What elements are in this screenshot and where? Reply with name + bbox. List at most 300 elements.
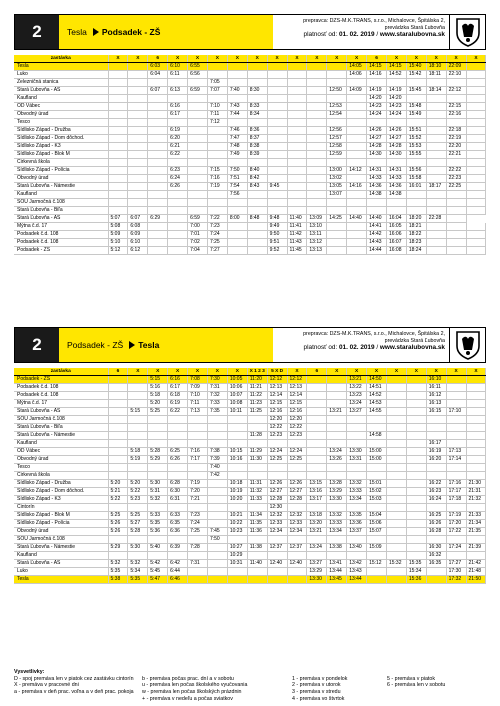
departure-time <box>267 143 287 151</box>
departure-time: 6:31 <box>168 496 188 504</box>
departure-time: 7:33 <box>207 400 227 408</box>
departure-time: 12:12 <box>267 376 287 384</box>
departure-time: 7:31 <box>207 384 227 392</box>
trip-column-header: X <box>108 55 128 63</box>
departure-time <box>128 111 148 119</box>
departure-time: 15:09 <box>367 544 387 552</box>
departure-time: 8:00 <box>227 215 247 223</box>
table-row <box>14 520 486 528</box>
timetable-podsadek-to-tesla <box>14 327 486 584</box>
departure-time <box>287 103 307 111</box>
departure-time <box>128 87 148 95</box>
departure-time <box>188 143 208 151</box>
departure-time: 15:42 <box>406 71 426 79</box>
stop-name: Obvodný úrad <box>14 111 108 119</box>
departure-time <box>188 151 208 159</box>
departure-time: 15:49 <box>406 111 426 119</box>
departure-time <box>247 440 267 448</box>
departure-time <box>128 440 148 448</box>
departure-time <box>307 464 327 472</box>
departure-time <box>446 552 466 560</box>
departure-time: 14:50 <box>367 376 387 384</box>
departure-time <box>426 175 446 183</box>
departure-time: 10:27 <box>227 544 247 552</box>
departure-time: 12:13 <box>267 384 287 392</box>
trip-column-header: X <box>188 368 208 376</box>
departure-time: 7:05 <box>207 79 227 87</box>
departure-time <box>128 103 148 111</box>
departure-time: 17:30 <box>446 568 466 576</box>
departure-time <box>247 63 267 71</box>
trip-column-header: X <box>446 368 466 376</box>
departure-time <box>347 151 367 159</box>
departure-time <box>207 143 227 151</box>
departure-time <box>188 127 208 135</box>
departure-time <box>466 79 486 87</box>
stop-name: Sídlisko Západ - K3 <box>14 496 108 504</box>
departure-time <box>347 223 367 231</box>
departure-time: 7:20 <box>188 488 208 496</box>
table-row <box>14 408 486 416</box>
departure-time: 11:20 <box>247 376 267 384</box>
departure-time <box>148 536 168 544</box>
legend-item: u - premáva len počas školského vyučovania <box>142 682 248 689</box>
departure-time <box>307 143 327 151</box>
departure-time <box>307 151 327 159</box>
departure-time: 22:10 <box>446 71 466 79</box>
departure-time: 15:00 <box>367 448 387 456</box>
departure-time: 5:18 <box>128 448 148 456</box>
departure-time <box>267 464 287 472</box>
departure-time <box>108 71 128 79</box>
departure-time <box>466 392 486 400</box>
departure-time: 8:38 <box>247 143 267 151</box>
departure-time <box>128 151 148 159</box>
departure-time: 13:37 <box>347 528 367 536</box>
departure-time: 8:43 <box>247 183 267 191</box>
route-from: Tesla <box>67 27 87 37</box>
departure-time: 10:08 <box>227 400 247 408</box>
departure-time: 10:05 <box>227 376 247 384</box>
departure-time: 14:30 <box>386 151 406 159</box>
departure-time <box>267 472 287 480</box>
departure-time <box>108 199 128 207</box>
departure-time <box>466 424 486 432</box>
departure-time <box>347 416 367 424</box>
departure-time: 14:40 <box>367 215 387 223</box>
departure-time: 15:55 <box>406 151 426 159</box>
departure-time <box>466 143 486 151</box>
departure-time <box>168 191 188 199</box>
departure-time: 10:19 <box>227 488 247 496</box>
departure-time <box>446 472 466 480</box>
legend-item: 5 - premáva v piatok <box>387 675 435 682</box>
departure-time <box>446 191 466 199</box>
departure-time <box>108 79 128 87</box>
departure-time: 12:40 <box>287 560 307 568</box>
departure-time: 10:06 <box>227 384 247 392</box>
departure-time <box>227 119 247 127</box>
departure-time <box>406 416 426 424</box>
departure-time <box>148 424 168 432</box>
departure-time <box>168 215 188 223</box>
departure-time <box>128 207 148 215</box>
departure-time <box>406 472 426 480</box>
departure-time: 15:58 <box>406 175 426 183</box>
departure-time: 17:17 <box>446 488 466 496</box>
departure-time: 18:20 <box>406 215 426 223</box>
departure-time <box>188 504 208 512</box>
departure-time: 14:28 <box>367 143 387 151</box>
departure-time <box>148 79 168 87</box>
route-title <box>59 15 273 49</box>
departure-time <box>188 119 208 127</box>
departure-time <box>188 576 208 584</box>
trip-column-header: X <box>188 55 208 63</box>
departure-time <box>168 231 188 239</box>
departure-time <box>307 416 327 424</box>
departure-time <box>367 552 387 560</box>
timetable-header <box>14 14 486 50</box>
departure-time: 13:16 <box>307 488 327 496</box>
table-row <box>14 143 486 151</box>
legend-item: D - spoj premáva len v piatok cez zastávku cintorín <box>14 675 134 682</box>
stop-name: Sídlisko Západ - Dom dôchod. <box>14 488 108 496</box>
departure-time <box>307 504 327 512</box>
departure-time: 9:52 <box>267 247 287 255</box>
departure-time: 6:24 <box>168 175 188 183</box>
departure-time <box>227 472 247 480</box>
departure-time: 18:23 <box>406 239 426 247</box>
departure-time <box>406 159 426 167</box>
departure-time <box>386 199 406 207</box>
departure-time <box>108 448 128 456</box>
departure-time <box>287 127 307 135</box>
departure-time <box>267 568 287 576</box>
departure-time: 12:25 <box>267 456 287 464</box>
departure-time <box>207 191 227 199</box>
departure-time <box>406 552 426 560</box>
departure-time <box>307 448 327 456</box>
stop-name: Stará Ľubovňa - Námestie <box>14 544 108 552</box>
departure-time <box>466 239 486 247</box>
departure-time: 16:12 <box>426 392 446 400</box>
stop-name: Mýtna č.d. 17 <box>14 400 108 408</box>
route-title <box>59 328 273 362</box>
departure-time <box>466 223 486 231</box>
departure-time: 12:27 <box>267 488 287 496</box>
departure-time <box>287 207 307 215</box>
departure-time: 6:35 <box>168 520 188 528</box>
departure-time: 6:17 <box>168 384 188 392</box>
departure-time <box>168 159 188 167</box>
departure-time <box>128 159 148 167</box>
departure-time <box>426 576 446 584</box>
departure-time: 7:45 <box>207 528 227 536</box>
departure-time <box>386 504 406 512</box>
departure-time <box>108 456 128 464</box>
departure-time <box>168 247 188 255</box>
departure-time: 5:40 <box>148 544 168 552</box>
departure-time: 6:42 <box>168 560 188 568</box>
departure-time <box>466 87 486 95</box>
trip-column-header: X <box>347 368 367 376</box>
departure-time: 7:23 <box>188 512 208 520</box>
departure-time: 7:02 <box>188 239 208 247</box>
departure-time: 16:26 <box>426 520 446 528</box>
legend-item: X - premáva v pracovné dni <box>14 682 79 689</box>
departure-time <box>227 247 247 255</box>
trip-column-header: X <box>287 55 307 63</box>
departure-time: 7:51 <box>227 175 247 183</box>
trip-column-header: X <box>168 55 188 63</box>
departure-time: 15:56 <box>406 167 426 175</box>
departure-time: 15:02 <box>367 488 387 496</box>
departure-time: 6:07 <box>148 87 168 95</box>
departure-time: 6:13 <box>168 87 188 95</box>
departure-time <box>267 71 287 79</box>
departure-time: 14:33 <box>367 175 387 183</box>
departure-time: 5:35 <box>148 520 168 528</box>
table-row <box>14 119 486 127</box>
stop-name: Tesla <box>14 63 108 71</box>
departure-time: 7:38 <box>207 448 227 456</box>
departure-time: 16:06 <box>386 231 406 239</box>
departure-time <box>227 71 247 79</box>
departure-time: 16:04 <box>386 215 406 223</box>
departure-time <box>386 576 406 584</box>
stop-name: Stará Ľubovňa - Biľa <box>14 207 108 215</box>
departure-time <box>108 416 128 424</box>
stop-name: Tesla <box>14 576 108 584</box>
departure-time <box>128 536 148 544</box>
departure-time: 5:15 <box>128 408 148 416</box>
departure-time <box>347 119 367 127</box>
departure-time <box>466 119 486 127</box>
departure-time <box>168 223 188 231</box>
departure-time <box>227 159 247 167</box>
departure-time: 8:34 <box>247 111 267 119</box>
departure-time: 6:03 <box>148 63 168 71</box>
departure-time <box>446 79 466 87</box>
departure-time: 6:09 <box>128 231 148 239</box>
departure-time <box>307 167 327 175</box>
departure-time <box>267 199 287 207</box>
departure-time: 10:11 <box>227 408 247 416</box>
departure-time: 5:26 <box>108 520 128 528</box>
stop-name: Kaufland <box>14 440 108 448</box>
route-to: Podsadek - ZŠ <box>101 27 161 37</box>
departure-time: 8:48 <box>247 215 267 223</box>
departure-time: 14:33 <box>386 175 406 183</box>
departure-time: 16:32 <box>426 552 446 560</box>
stop-name: Stará Ľubovňa - Biľa <box>14 424 108 432</box>
departure-time: 5:32 <box>128 560 148 568</box>
departure-time <box>446 95 466 103</box>
departure-time: 13:42 <box>347 560 367 568</box>
departure-time <box>386 456 406 464</box>
departure-time <box>426 159 446 167</box>
operator-line: prepravca: DZS-M.K.TRANS, s.r.o., Michalovce, Špitálska 2, <box>303 331 445 337</box>
departure-time: 17:27 <box>446 560 466 568</box>
departure-time: 7:47 <box>227 135 247 143</box>
departure-time <box>168 207 188 215</box>
stop-name: SOU Jarmočná č.108 <box>14 416 108 424</box>
departure-time <box>207 488 227 496</box>
departure-time <box>128 199 148 207</box>
departure-time: 13:40 <box>347 544 367 552</box>
departure-time: 13:21 <box>327 408 347 416</box>
departure-time <box>108 408 128 416</box>
departure-time: 17:19 <box>446 512 466 520</box>
departure-time <box>347 424 367 432</box>
departure-time <box>148 207 168 215</box>
departure-time <box>148 111 168 119</box>
table-row <box>14 416 486 424</box>
departure-time <box>367 576 387 584</box>
departure-time <box>207 520 227 528</box>
departure-time: 22:22 <box>446 167 466 175</box>
departure-time: 7:11 <box>188 400 208 408</box>
departure-time: 11:41 <box>287 223 307 231</box>
departure-time: 13:30 <box>307 576 327 584</box>
departure-time: 13:02 <box>327 175 347 183</box>
departure-time <box>466 472 486 480</box>
departure-time <box>406 119 426 127</box>
departure-time <box>148 416 168 424</box>
departure-time <box>148 223 168 231</box>
departure-time <box>267 207 287 215</box>
departure-time <box>108 135 128 143</box>
departure-time: 18:10 <box>426 63 446 71</box>
departure-time: 16:20 <box>426 456 446 464</box>
departure-time: 9:51 <box>267 239 287 247</box>
departure-time <box>247 239 267 247</box>
departure-time <box>247 95 267 103</box>
departure-time: 5:20 <box>148 400 168 408</box>
departure-time <box>287 111 307 119</box>
departure-time <box>247 576 267 584</box>
departure-time <box>287 504 307 512</box>
departure-time: 15:36 <box>406 576 426 584</box>
departure-time: 5:30 <box>128 544 148 552</box>
departure-time <box>227 199 247 207</box>
website: www.staralubovna.sk <box>379 31 445 39</box>
trip-column-header: X <box>367 368 387 376</box>
departure-time <box>347 159 367 167</box>
departure-time <box>108 63 128 71</box>
departure-time: 6:17 <box>168 111 188 119</box>
departure-time <box>207 504 227 512</box>
departure-time: 6:44 <box>168 568 188 576</box>
departure-time <box>406 488 426 496</box>
departure-time: 12:16 <box>267 408 287 416</box>
departure-time <box>207 512 227 520</box>
departure-time: 7:24 <box>207 231 227 239</box>
departure-time <box>406 79 426 87</box>
departure-time <box>188 103 208 111</box>
departure-time <box>128 400 148 408</box>
departure-time: 13:33 <box>347 488 367 496</box>
departure-time <box>227 504 247 512</box>
departure-time: 5:15 <box>148 376 168 384</box>
legend-item: 1 - premáva v pondelok <box>292 675 348 682</box>
departure-time: 9:49 <box>267 223 287 231</box>
departure-time: 18:22 <box>406 231 426 239</box>
departure-time <box>386 480 406 488</box>
departure-time <box>386 544 406 552</box>
departure-time: 14:16 <box>367 71 387 79</box>
departure-time: 7:48 <box>227 143 247 151</box>
departure-time: 11:29 <box>247 448 267 456</box>
departure-time: 5:47 <box>148 576 168 584</box>
trip-column-header: X <box>406 55 426 63</box>
departure-time <box>327 392 347 400</box>
stop-name: Cirkevná škola <box>14 472 108 480</box>
departure-time: 5:07 <box>108 215 128 223</box>
departure-time <box>406 520 426 528</box>
departure-time: 6:19 <box>168 400 188 408</box>
departure-time <box>188 536 208 544</box>
departure-time: 7:44 <box>227 111 247 119</box>
departure-time: 8:39 <box>247 151 267 159</box>
departure-time <box>307 119 327 127</box>
departure-time: 17:10 <box>446 408 466 416</box>
departure-time <box>386 392 406 400</box>
departure-time <box>466 504 486 512</box>
departure-time <box>168 472 188 480</box>
departure-time: 15:52 <box>406 135 426 143</box>
departure-time <box>347 247 367 255</box>
departure-time: 14:09 <box>347 87 367 95</box>
departure-time: 12:59 <box>327 151 347 159</box>
departure-time <box>466 384 486 392</box>
departure-time: 15:53 <box>406 143 426 151</box>
departure-time: 22:16 <box>446 111 466 119</box>
legend-item: + - premáva v nedeľu a počas sviatkov <box>142 695 233 702</box>
departure-time: 14:27 <box>367 135 387 143</box>
departure-time: 12:15 <box>287 400 307 408</box>
departure-time: 12:14 <box>267 392 287 400</box>
departure-time <box>207 151 227 159</box>
departure-time: 12:50 <box>327 87 347 95</box>
departure-time <box>386 536 406 544</box>
departure-time <box>347 191 367 199</box>
departure-time: 6:29 <box>148 215 168 223</box>
table-row <box>14 568 486 576</box>
operator-info <box>273 15 449 49</box>
departure-time: 15:12 <box>367 560 387 568</box>
departure-time <box>307 87 327 95</box>
departure-time: 5:29 <box>108 544 128 552</box>
table-row <box>14 199 486 207</box>
table-row <box>14 464 486 472</box>
departure-time: 13:15 <box>307 480 327 488</box>
departure-time <box>367 119 387 127</box>
departure-time: 14:05 <box>347 63 367 71</box>
departure-time: 12:30 <box>267 504 287 512</box>
legend-item: 2 - premáva v utorok <box>292 682 341 689</box>
departure-time: 21:48 <box>466 568 486 576</box>
trip-column-header: X <box>327 368 347 376</box>
departure-time: 14:52 <box>386 71 406 79</box>
departure-time <box>168 79 188 87</box>
departure-time: 7:27 <box>207 247 227 255</box>
stop-name: Cirkevná škola <box>14 159 108 167</box>
departure-time: 6:16 <box>168 103 188 111</box>
departure-time: 10:07 <box>227 392 247 400</box>
departure-time: 13:22 <box>347 384 367 392</box>
